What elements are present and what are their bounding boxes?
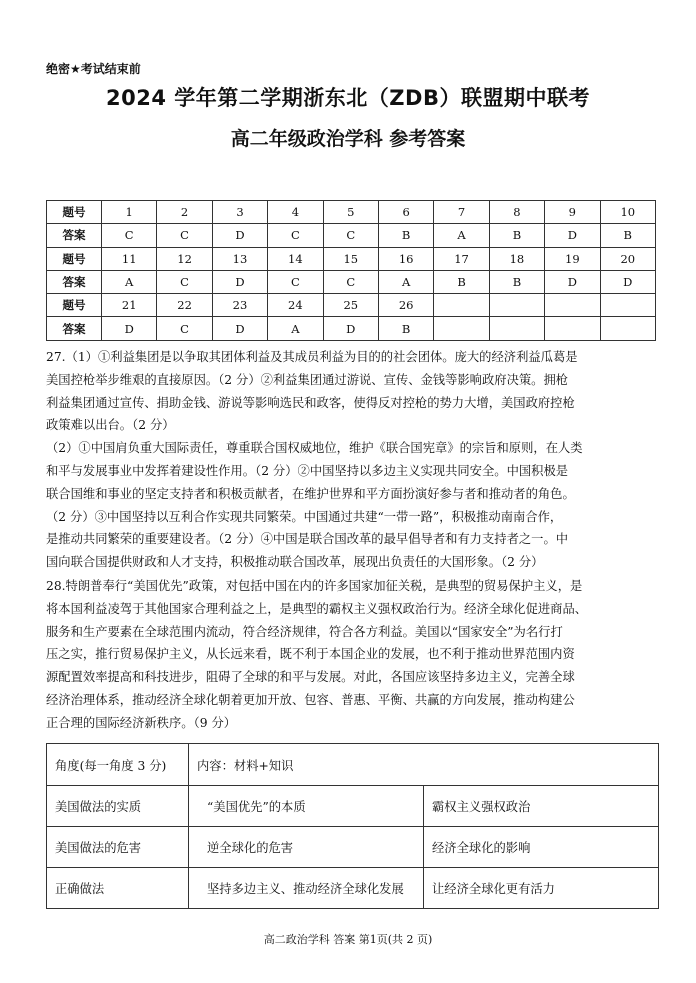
answer-row [47,224,656,247]
answer-cell: D [212,317,267,340]
scoring-cell: 逆全球化的危害 [189,827,424,868]
answer-cell [434,317,489,340]
question-number-cell: 21 [102,294,157,317]
answer-cell: C [102,224,157,247]
answer-cell: B [378,317,433,340]
scoring-cell: 正确做法 [47,868,189,909]
text-line: 利益集团通过宣传、捐助金钱、游说等影响选民和政客，使得反对控枪的势力大增，美国政府控枪 [46,395,575,410]
answer-cell: B [378,224,433,247]
answer-cell: B [600,224,655,247]
text-line: 经济治理体系，推动经济全球化朝着更加开放、包容、普惠、平衡、共赢的方向发展，推动构建公 [46,692,575,707]
text-line: 政策难以出台。（2 分） [46,418,175,433]
question-number-cell: 4 [268,201,323,224]
text-line: 是推动共同繁荣的重要建设者。（2 分）④中国是联合国改革的最早倡导者和有力支持者之一。中 [46,532,569,547]
answer-cell: C [268,224,323,247]
text-line: 服务和生产要素在全球范围内流动，符合经济规律，符合各方利益。美国以“国家安全”为名行打 [46,624,563,639]
q27-answer [46,346,658,574]
question-number-cell: 6 [378,201,433,224]
answer-cell: B [489,270,544,293]
question-number-cell: 25 [323,294,378,317]
q28-scoring-table [46,743,659,909]
question-number-cell: 12 [157,247,212,270]
answer-key-subtitle: 高二年级政治学科 参考答案 [230,128,466,150]
text-line: 正合理的国际经济新秩序。（9 分） [46,715,237,730]
answer-cell: D [545,224,600,247]
answer-cell: A [268,317,323,340]
question-number-cell: 3 [212,201,267,224]
scoring-cell: 经济全球化的影响 [424,827,659,868]
answer-cell: B [489,224,544,247]
scoring-cell: 坚持多边主义、推动经济全球化发展 [189,868,424,909]
answer-cell: C [157,224,212,247]
scoring-cell: 美国做法的实质 [47,786,189,827]
answer-row [47,317,656,340]
scoring-cell: 让经济全球化更有活力 [424,868,659,909]
text-line: 源配置效率提高和科技进步，阻碍了全球的和平与发展。对此，各国应该坚持多边主义，完善全球 [46,670,575,685]
scoring-cell: 角度(每一角度 3 分) [47,744,189,786]
answer-cell: C [157,317,212,340]
answer-cell: B [434,270,489,293]
answer-cell: D [600,270,655,293]
scoring-cell: 霸权主义强权政治 [424,786,659,827]
answer-table [46,200,656,341]
question-number-cell [489,294,544,317]
answer-cell [489,317,544,340]
answer-row [47,270,656,293]
question-number-cell: 23 [212,294,267,317]
number-row [47,247,656,270]
answer-row-header: 答案 [47,224,102,247]
question-number-cell: 19 [545,247,600,270]
number-row-header: 题号 [47,201,102,224]
question-number-cell: 10 [600,201,655,224]
answer-cell: A [102,270,157,293]
answer-cell [545,317,600,340]
answer-cell: C [268,270,323,293]
question-number-cell: 24 [268,294,323,317]
question-number-cell: 18 [489,247,544,270]
text-line: 联合国维和事业的坚定支持者和积极贡献者，在维护世界和平方面扮演好参与者和推动者的角色。 [46,486,575,501]
question-number-cell: 8 [489,201,544,224]
question-number-cell: 1 [102,201,157,224]
text-line: 压之实，推行贸易保护主义，从长远来看，既不利于本国企业的发展，也不利于推动世界范围内资 [46,647,575,662]
question-number-cell: 13 [212,247,267,270]
exam-title: 2024 学年第二学期浙东北（ZDB）联盟期中联考 [106,86,590,110]
answer-cell: C [323,224,378,247]
scoring-row [47,827,659,868]
scoring-row [47,868,659,909]
scoring-row [47,744,659,786]
text-line: （2 分）③中国坚持以互利合作实现共同繁荣。中国通过共建“一带一路”，积极推动南南合作， [46,509,563,524]
text-line: 和平与发展事业中发挥着建设性作用。（2 分）②中国坚持以多边主义实现共同安全。中国积极是 [46,463,569,478]
question-number-cell [545,294,600,317]
text-line: 将本国利益凌驾于其他国家合理利益之上，是典型的霸权主义强权政治行为。经济全球化促进商品、 [46,601,588,616]
answer-cell: D [212,270,267,293]
text-line: （2）①中国肩负重大国际责任，尊重联合国权威地位，维护《联合国宪章》的宗旨和原则，在人类 [46,441,583,456]
text-line: 美国控枪举步维艰的直接原因。（2 分）②利益集团通过游说、宣传、金钱等影响政府决策。拥枪 [46,372,569,387]
answer-cell: D [102,317,157,340]
answer-row-header: 答案 [47,317,102,340]
answer-cell: D [212,224,267,247]
question-number-cell: 5 [323,201,378,224]
text-line: 28.特朗普奉行“美国优先”政策，对包括中国在内的许多国家加征关税，是典型的贸易保护主义，是 [46,579,583,593]
scoring-row [47,786,659,827]
question-number-cell [434,294,489,317]
q28-answer [46,575,658,735]
question-number-cell [600,294,655,317]
scoring-cell: 内容：材料+知识 [189,744,659,786]
question-number-cell: 15 [323,247,378,270]
confidential-label: 绝密★考试结束前 [46,62,141,76]
answer-cell: D [323,317,378,340]
scoring-cell: 美国做法的危害 [47,827,189,868]
question-number-cell: 16 [378,247,433,270]
question-number-cell: 22 [157,294,212,317]
question-number-cell: 17 [434,247,489,270]
number-row-header: 题号 [47,247,102,270]
scoring-cell: “美国优先”的本质 [189,786,424,827]
number-row [47,294,656,317]
question-number-cell: 11 [102,247,157,270]
answer-cell: C [157,270,212,293]
answer-cell [600,317,655,340]
number-row [47,201,656,224]
question-number-cell: 7 [434,201,489,224]
answer-cell: D [545,270,600,293]
question-number-cell: 26 [378,294,433,317]
question-number-cell: 14 [268,247,323,270]
question-number-cell: 2 [157,201,212,224]
page-footer: 高二政治学科 答案 第1页(共 2 页) [263,933,433,946]
answer-cell: C [323,270,378,293]
answer-cell: A [434,224,489,247]
text-line: 国向联合国提供财政和人才支持，积极推动联合国改革，展现出负责任的大国形象。（2 分） [46,555,544,570]
question-number-cell: 20 [600,247,655,270]
text-line: 27.（1）①利益集团是以争取其团体利益及其成员利益为目的的社会团体。庞大的经济利益瓜葛是 [46,350,578,364]
number-row-header: 题号 [47,294,102,317]
answer-row-header: 答案 [47,270,102,293]
answer-cell: A [378,270,433,293]
question-number-cell: 9 [545,201,600,224]
